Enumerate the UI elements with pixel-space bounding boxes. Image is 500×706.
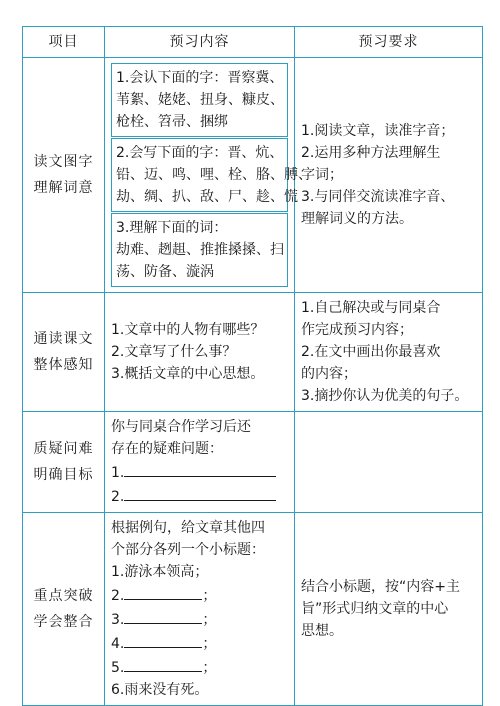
subtitle-blank-row	[111, 631, 288, 655]
row-item-label	[23, 293, 105, 412]
content-line: 你与同桌合作学习后还	[111, 419, 251, 435]
item-label-line: 理解词意	[33, 180, 94, 196]
row-requirement	[295, 58, 483, 293]
requirement-line: 作完成预习内容；	[301, 322, 413, 338]
row-content	[105, 412, 295, 513]
question-blank-row	[111, 460, 288, 484]
blank-number: 4.	[111, 636, 125, 652]
blank-end: ；	[202, 588, 217, 604]
content-line: 1.游泳本领高；	[111, 564, 209, 580]
row-item-label	[23, 412, 105, 513]
header-row	[23, 27, 483, 58]
row-content	[105, 293, 295, 412]
content-line: 3.理解下面的词：	[116, 220, 228, 236]
blank-number: 1.	[111, 465, 125, 481]
requirement-line: 3.与同伴交流读准字音、	[301, 189, 455, 205]
item-label-line: 重点突破	[33, 588, 94, 604]
row-requirement-empty	[295, 412, 483, 513]
requirement-line: 字词；	[301, 167, 343, 183]
table-row	[23, 58, 483, 293]
content-box-write-chars	[111, 138, 312, 212]
blank-number: 2.	[111, 489, 125, 505]
requirement-line: 思想。	[301, 623, 343, 639]
requirement-line: 2.在文中画出你最喜欢	[301, 344, 441, 360]
header-item: 项目	[23, 27, 105, 58]
answer-blank[interactable]	[124, 484, 276, 501]
requirement-line: 1.阅读文章，读准字音；	[301, 123, 455, 139]
blank-end: ；	[202, 636, 217, 652]
table-row	[23, 513, 483, 706]
preview-table	[22, 26, 483, 706]
item-label-line: 读文图字	[33, 154, 94, 170]
content-line: 劫、绸、扒、敌、尸、趁、慌	[116, 189, 298, 205]
content-line: 6.雨来没有死。	[111, 682, 209, 698]
content-line: 荡、防备、漩涡	[116, 264, 214, 280]
row-requirement	[295, 513, 483, 706]
subtitle-blank-row	[111, 655, 288, 679]
header-content: 预习内容	[105, 27, 295, 58]
row-content	[105, 513, 295, 706]
item-label-line: 学会整合	[33, 614, 94, 630]
preview-table-sheet	[22, 26, 482, 698]
content-line: 1.文章中的人物有哪些？	[111, 322, 265, 338]
content-line: 2.文章写了什么事？	[111, 344, 237, 360]
header-requirement: 预习要求	[295, 27, 483, 58]
answer-blank[interactable]	[124, 583, 202, 600]
row-item-label	[23, 513, 105, 706]
content-line: 劫难、趔趄、推推搡搡、扫	[116, 242, 284, 258]
answer-blank[interactable]	[124, 460, 276, 477]
answer-blank[interactable]	[124, 655, 202, 672]
requirement-line: 2.运用多种方法理解生	[301, 145, 441, 161]
blank-number: 2.	[111, 588, 125, 604]
content-line: 个部分各列一个小标题：	[111, 542, 265, 558]
table-row	[23, 293, 483, 412]
content-line: 1.会认下面的字：晋察冀、	[116, 70, 284, 86]
item-label-line: 质疑问难	[33, 441, 94, 457]
content-line: 2.会写下面的字：晋、炕、	[116, 145, 284, 161]
row-content	[105, 58, 312, 293]
answer-blank[interactable]	[124, 631, 202, 648]
blank-end: ；	[202, 612, 217, 628]
requirement-line: 结合小标题，按“内容+主	[301, 579, 460, 595]
requirement-line: 1.自己解决或与同桌合	[301, 300, 441, 316]
blank-end: ；	[202, 660, 217, 676]
requirement-line: 3.摘抄你认为优美的句子。	[301, 388, 469, 404]
blank-number: 3.	[111, 612, 125, 628]
content-line: 根据例句，给文章其他四	[111, 520, 265, 536]
content-line: 铅、迈、鸣、哩、栓、胳、膊、	[116, 167, 312, 183]
row-item-label	[23, 58, 105, 293]
requirement-line: 的内容；	[301, 366, 357, 382]
content-line: 3.概括文章的中心思想。	[111, 366, 265, 382]
content-line: 枪栓、笤帚、捆绑	[116, 114, 228, 130]
requirement-line: 旨”形式归纳文章的中心	[301, 601, 449, 617]
subtitle-blank-row	[111, 607, 288, 631]
content-line: 苇絮、姥姥、扭身、糠皮、	[116, 92, 284, 108]
content-box-understand-words	[111, 213, 288, 287]
blank-number: 5.	[111, 660, 125, 676]
content-box-recognize-chars	[111, 63, 288, 137]
requirement-line: 理解词义的方法。	[301, 211, 413, 227]
question-blank-row	[111, 484, 288, 508]
subtitle-blank-row	[111, 583, 288, 607]
table-row	[23, 412, 483, 513]
content-line: 存在的疑难问题：	[111, 441, 223, 457]
item-label-line: 整体感知	[33, 357, 94, 373]
answer-blank[interactable]	[124, 607, 202, 624]
row-requirement	[295, 293, 483, 412]
item-label-line: 通读课文	[33, 331, 94, 347]
item-label-line: 明确目标	[33, 467, 94, 483]
